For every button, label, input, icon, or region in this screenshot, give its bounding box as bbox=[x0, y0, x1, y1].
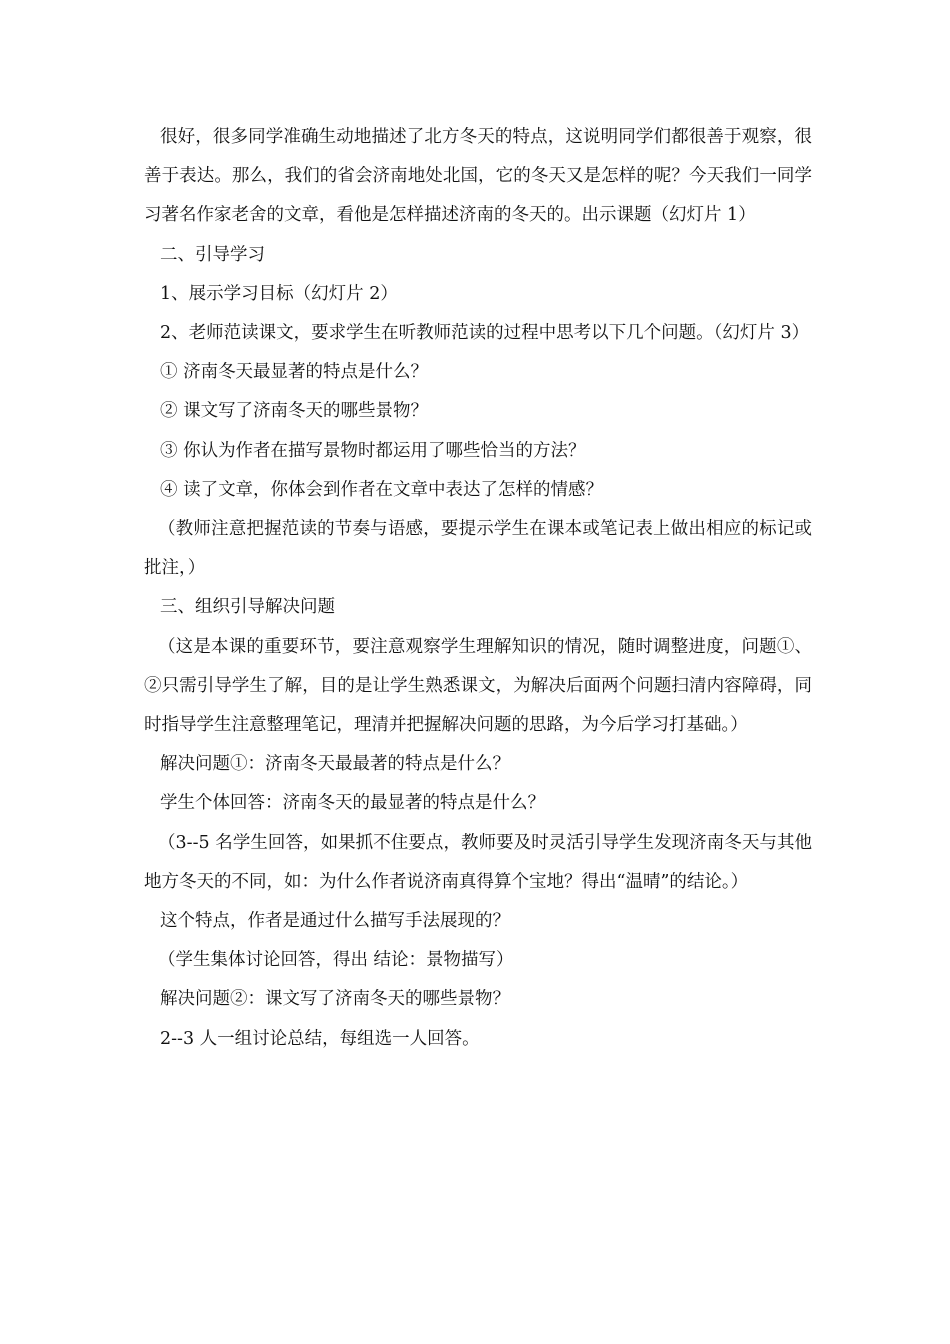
question-1: ① 济南冬天最显著的特点是什么？ bbox=[160, 362, 429, 383]
paragraph-intro: 很好，很多同学准确生动地描述了北方冬天的特点，这说明同学们都很善于观察，很善于表达。那么，我们的省会济南地处北国，它的冬天又是怎样的呢？今天我们一同学习著名作家老舍的文章，看他是怎样描述济南的冬天的。出示课题（幻灯片 1） bbox=[144, 127, 812, 226]
paragraph-group-discussion: （学生集体讨论回答，得出 结论：景物描写） bbox=[158, 950, 514, 971]
paragraph-group-summary: 2--3 人一组讨论总结，每组选一人回答。 bbox=[160, 1028, 480, 1049]
document-page bbox=[144, 118, 812, 1059]
paragraph-guidance-note: （3--5 名学生回答，如果抓不住要点，教师要及时灵活引导学生发现济南冬天与其他地方冬天的不同，如：为什么作者说济南真得算个宝地？得出“温晴”的结论。） bbox=[144, 832, 812, 892]
paragraph-solve-q1: 解决问题①：济南冬天最最著的特点是什么？ bbox=[160, 754, 510, 775]
question-2: ② 课文写了济南冬天的哪些景物？ bbox=[160, 401, 429, 422]
list-item-learning-goals: 1、展示学习目标（幻灯片 2） bbox=[160, 283, 398, 304]
paragraph-teacher-note: （教师注意把握范读的节奏与语感，要提示学生在课本或笔记表上做出相应的标记或批注，） bbox=[144, 519, 812, 579]
paragraph-technique-question: 这个特点，作者是通过什么描写手法展现的？ bbox=[160, 911, 510, 932]
question-3: ③ 你认为作者在描写景物时都运用了哪些恰当的方法？ bbox=[160, 440, 586, 461]
section-heading-guided-learning: 二、引导学习 bbox=[160, 244, 265, 265]
paragraph-key-step-note: （这是本课的重要环节，要注意观察学生理解知识的情况，随时调整进度，问题①、②只需引导学生了解，目的是让学生熟悉课文，为解决后面两个问题扫清内容障碍，同时指导学生注意整理笔记，理清并把握解决问题的思路，为今后学习打基础。） bbox=[144, 636, 812, 736]
question-4: ④ 读了文章，你体会到作者在文章中表达了怎样的情感？ bbox=[160, 479, 604, 500]
paragraph-solve-q2: 解决问题②：课文写了济南冬天的哪些景物？ bbox=[160, 989, 510, 1010]
paragraph-student-answer: 学生个体回答：济南冬天的最显著的特点是什么？ bbox=[160, 793, 545, 814]
list-item-teacher-reading: 2、老师范读课文，要求学生在听教师范读的过程中思考以下几个问题。（幻灯片 3） bbox=[160, 323, 810, 344]
section-heading-solve-problems: 三、组织引导解决问题 bbox=[160, 597, 335, 618]
